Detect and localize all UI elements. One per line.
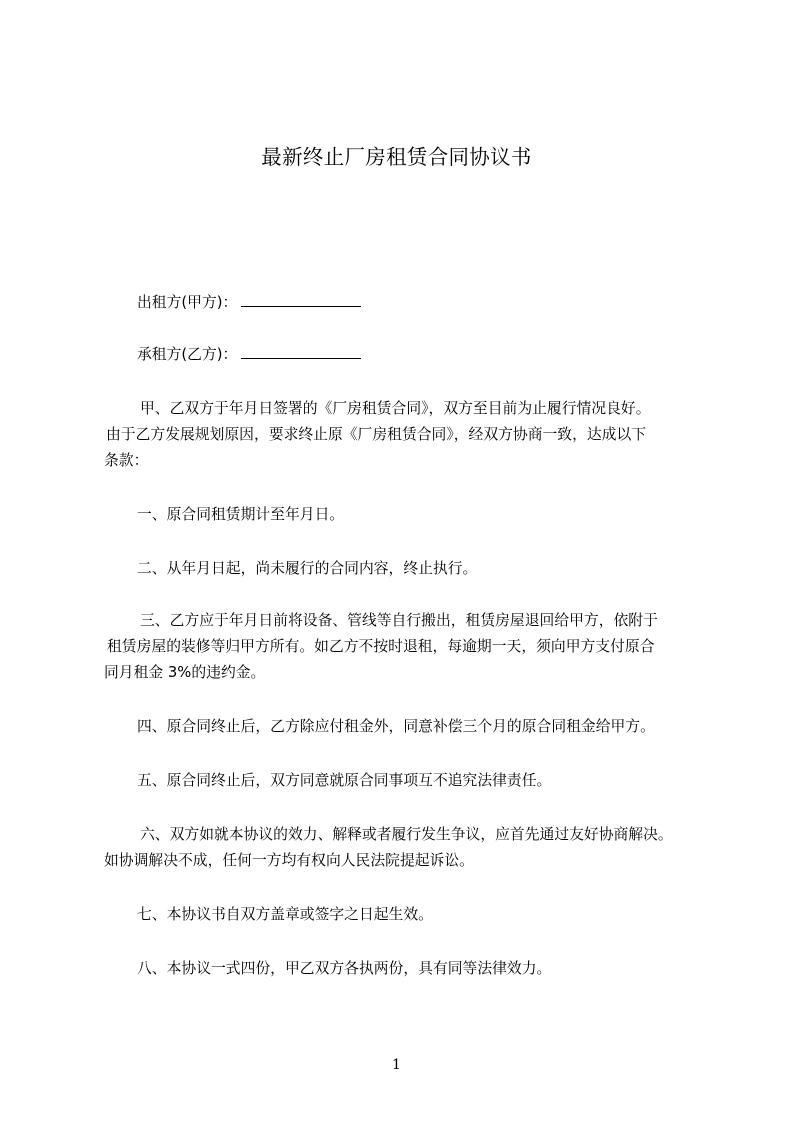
clause-4: 四、原合同终止后，乙方除应付租金外，同意补偿三个月的原合同租金给甲方。 — [137, 718, 655, 735]
page-number: 1 — [392, 1057, 401, 1073]
intro-line-3: 条款： — [104, 452, 149, 469]
clause-3-line-2: 租赁房屋的装修等归甲方所有。如乙方不按时退租，每逾期一天，须向甲方支付原合 — [107, 638, 655, 655]
clause-8: 八、本协议一式四份，甲乙双方各执两份，具有同等法律效力。 — [137, 960, 552, 977]
lessee-label: 承租方(乙方)： — [137, 346, 238, 363]
clause-2: 二、从年月日起，尚未履行的合同内容，终止执行。 — [137, 560, 478, 577]
document-title: 最新终止厂房租赁合同协议书 — [261, 145, 532, 169]
clause-6-line-1: 六、双方如就本协议的效力、解释或者履行发生争议，应首先通过友好协商解决。 — [140, 826, 673, 843]
lessee-blank[interactable] — [241, 344, 361, 359]
lessor-label: 出租方(甲方)： — [137, 294, 238, 311]
clause-3-line-3: 同月租金 3%的违约金。 — [104, 664, 266, 681]
clause-7: 七、本协议书自双方盖章或签字之日起生效。 — [137, 906, 433, 923]
lessor-line — [137, 292, 361, 313]
intro-line-2: 由于乙方发展规划原因，要求终止原《厂房租赁合同》，经双方协商一致，达成以下 — [106, 426, 647, 443]
clause-1: 一、原合同租赁期计至年月日。 — [137, 506, 345, 523]
clause-5: 五、原合同终止后，双方同意就原合同事项互不追究法律责任。 — [137, 772, 552, 789]
clause-6-line-2: 如协调解决不成，任何一方均有权向人民法院提起诉讼。 — [104, 852, 474, 869]
lessor-blank[interactable] — [241, 292, 361, 307]
clause-3-line-1: 三、乙方应于年月日前将设备、管线等自行搬出，租赁房屋退回给甲方，依附于 — [140, 612, 658, 629]
intro-line-1: 甲、乙双方于年月日签署的《厂房租赁合同》，双方至目前为止履行情况良好。 — [140, 400, 651, 417]
lessee-line — [137, 344, 361, 365]
